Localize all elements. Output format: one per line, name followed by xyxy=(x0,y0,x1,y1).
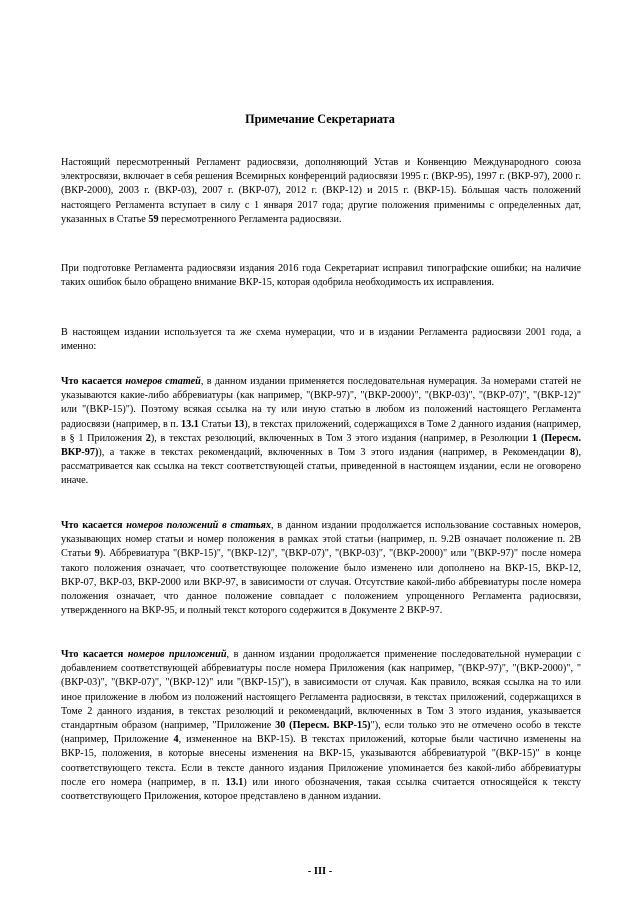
article-ref: 9 xyxy=(94,548,100,560)
lead-topic: номеров положений в статьях xyxy=(126,520,271,531)
page-number: - III - xyxy=(307,866,333,877)
article-ref: 13 xyxy=(234,418,245,430)
appendix-ref: 30 (Пересм. ВКР-15) xyxy=(275,720,371,732)
paragraph-text: ), рассматривается как ссылка на текст соответствующей статьи, приведенной в настоящем издании, если не оговорено иначе. xyxy=(61,447,581,487)
lead-topic: номеров приложений xyxy=(127,649,227,660)
lead-topic: номеров статей xyxy=(125,376,201,387)
lead-text: Что касается xyxy=(61,520,127,531)
paragraph-appendix-numbers xyxy=(61,648,581,804)
paragraph-text: , измененное на ВКР-15). В текстах приложений, которые были частично изменены на ВКР-15, положения, в которые внесены изменения на ВКР-15, указываются аббревиатурой "(ВКР-15)" в конце соответствующего текста. Если в тексте данного издания Приложение упоминается без какой-либо аббревиатуры после его номера (например, в п. xyxy=(61,734,581,788)
recommendation-ref: 8 xyxy=(569,447,576,459)
paragraph-provision-numbers xyxy=(61,519,581,618)
paragraph-text: ), в текстах приложений, содержащихся в Томе 2 данного издания (например, в § 1 Приложения xyxy=(61,418,581,444)
paragraph-text: ), а также в текстах рекомендаций, включенных в Том 3 этого издания (например, в Рекомендации xyxy=(98,447,570,459)
paragraph-text: ) или иного обозначения, такая ссылка считается относящейся к тексту соответствующего Приложения, которое представлено в данном издании. xyxy=(61,776,581,803)
paragraph-text: , в данном издании продолжается использование составных номеров, указывающих номер статьи и номер положения в рамках этой статьи (например, п. 9.2В означает положение п. 2В Статьи xyxy=(61,520,581,560)
paragraph-article-numbers xyxy=(61,375,581,489)
lead-text: Что касается xyxy=(61,376,126,387)
page-title: Примечание Секретариата xyxy=(245,112,395,126)
paragraph-text: ), в текстах резолюций, включенных в Том 3 этого издания (например, в Резолюции xyxy=(150,432,533,444)
paragraph-text: Статьи xyxy=(198,418,235,430)
paragraph-text: ). Аббревиатура "(ВКР-15)", "(ВКР-12)", "(ВКР-07)", "(ВКР-03)", "(ВКР-2000)" или "(ВКР-97)" после номера такого положения означает, что соответствующее положение было изменено или дополнено на ВКР-15, ВКР-12, ВКР-07, ВКР-03, ВКР-2000 или ВКР-97, в зависимости от случая. Отсутствие какой-либо аббревиатуры после номера положения означает, что данное положение совпадает с положением упрощенного Регламента радиосвязи, утвержденного на ВКР-95, и полный текст которого содержится в Документе 2 ВКР-97. xyxy=(61,548,581,617)
appendix-ref: 2 xyxy=(145,432,151,444)
paragraph-numbering-scheme: В настоящем издании используется та же схема нумерации, что и в издании Регламента радиосвязи 2001 года, а именно: xyxy=(61,327,581,353)
paragraph-text: пересмотренного Регламента радиосвязи. xyxy=(158,213,342,225)
provision-ref: 13.1 xyxy=(225,776,244,788)
paragraph-text: Настоящий пересмотренный Регламент радиосвязи, дополняющий Устав и Конвенцию Международного союза электросвязи, включает в себя решения Всемирных конференций радиосвязи 1995 г. (ВКР-95), 1997 г. (ВКР-97), 2000 г. (ВКР-2000), 2003 г. (ВКР-03), 2007 г. (ВКР-07), 2012 г. (ВКР-12) и 2015 г. (ВКР-15). Бóльшая часть положений настоящего Регламента вступает в силу с 1 января 2017 года; другие положения применимы с определенных дат, указанных в Статье xyxy=(61,157,581,225)
appendix-ref: 4 xyxy=(173,734,179,746)
paragraph-text: , в данном издании продолжается применение последовательной нумерации с добавлением соответствующей аббревиатуры после номера Приложения (как например, "(ВКР-97)", "(ВКР-2000)", "(ВКР-03)", "(ВКР-07)", "(ВКР-12)" или "(ВКР-15)"), в зависимости от случая. Как правило, всякая ссылка на то или иное приложение в любом из положений настоящего Регламента радиосвязи, в текстах приложений, содержащихся в Томе 2 данного издания, в текстах резолюций и рекомендаций, включенных в Том 3 этого издания, указывается стандартным образом (например, "Приложение xyxy=(61,649,581,732)
paragraph-text: "), если только это не отмечено особо в тексте (например, Приложение xyxy=(61,720,581,746)
article-ref: 59 xyxy=(148,213,159,225)
resolution-ref: 1 (Пересм. ВКР-97) xyxy=(61,432,581,459)
paragraph-intro xyxy=(61,156,581,227)
lead-text: Что касается xyxy=(61,649,128,660)
paragraph-text: , в данном издании применяется последовательная нумерация. За номерами статей не указываются какие-либо аббревиатуры (как например, "(ВКР-97)", "(ВКР-2000)", "(ВКР-03)", "(ВКР-07)", "(ВКР-12)" или "(ВКР-15)"). Поэтому всякая ссылка на ту или иную статью в любом из положений настоящего Регламента радиосвязи (например, в п. xyxy=(61,376,581,430)
provision-ref: 13.1 xyxy=(181,418,199,430)
paragraph-corrections: При подготовке Регламента радиосвязи издания 2016 года Секретариат исправил типографские ошибки; на наличие таких ошибок было обращено внимание ВКР-15, которая одобрила необходимость их исправления. xyxy=(61,263,581,289)
